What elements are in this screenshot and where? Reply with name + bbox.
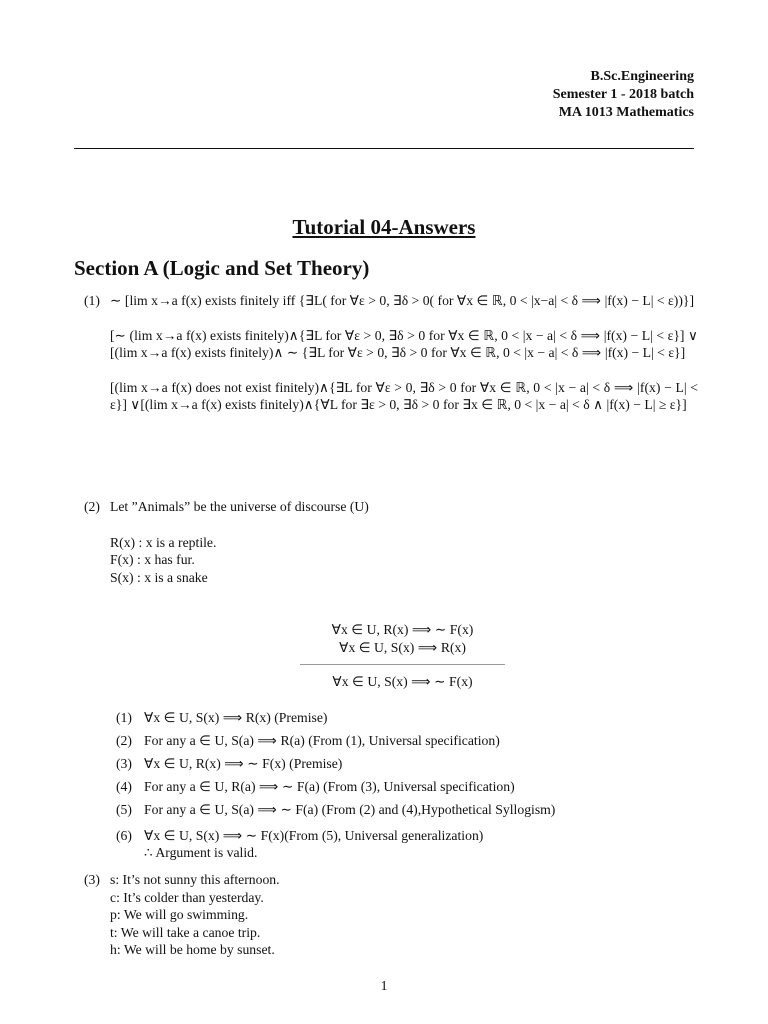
- proposition-definition: t: We will take a canoe trip.: [110, 924, 261, 940]
- question-number: (2): [84, 499, 100, 514]
- q2-intro: Let ”Animals” be the universe of discourse (U): [110, 499, 369, 514]
- question-number: (3): [84, 872, 100, 887]
- question-1: [84, 292, 698, 414]
- question-2: [84, 498, 698, 586]
- predicate-definition: F(x) : x has fur.: [110, 552, 195, 567]
- question-3: [84, 871, 280, 959]
- proof-step: [116, 752, 555, 775]
- step-text: For any a ∈ U, R(a) ⟹ ∼ F(a) (From (3), Universal specification): [144, 779, 515, 794]
- section-heading: Section A (Logic and Set Theory): [74, 256, 370, 280]
- step-text: For any a ∈ U, S(a) ⟹ ∼ F(a) (From (2) and (4),Hypothetical Syllogism): [144, 802, 556, 817]
- premise: ∀x ∈ U, R(x) ⟹ ∼ F(x): [331, 622, 474, 637]
- proof-step: [116, 706, 555, 729]
- q1-negation: [∼ (lim x→a f(x) exists finitely)∧{∃L for ∀ε > 0, ∃δ > 0 for ∀x ∈ ℝ, 0 < |x − a| < δ ⟹ |f(x) − L| < ε}] ∨ [(lim x→a f(x) exists finitely)∧ ∼ {∃L for ∀ε > 0, ∃δ > 0 for ∀x ∈ ℝ, 0 < |x − a| < δ ⟹ |f(x) − L| < ε}]: [110, 327, 698, 360]
- step-number: (2): [116, 733, 132, 748]
- q1-simplified: [(lim x→a f(x) does not exist finitely)∧{∃L for ∀ε > 0, ∃δ > 0 for ∀x ∈ ℝ, 0 < |x − a| < δ ⟹ |f(x) − L| < ε}] ∨[(lim x→a f(x) exists finitely)∧{∀L for ∃ε > 0, ∃δ > 0 for ∃x ∈ ℝ, 0 < |x − a| < δ ∧ |f(x) − L| ≥ ε}]: [110, 379, 698, 412]
- proposition-definition: s: It’s not sunny this afternoon.: [110, 872, 280, 887]
- step-number: (5): [116, 802, 132, 817]
- inference-line: [300, 664, 505, 665]
- proof-step: [116, 729, 555, 752]
- header-divider: [74, 148, 694, 149]
- proof-steps: [116, 706, 555, 861]
- header-semester: Semester 1 - 2018 batch: [552, 87, 694, 102]
- step-text: ∀x ∈ U, R(x) ⟹ ∼ F(x) (Premise): [144, 756, 343, 771]
- proposition-definition: p: We will go swimming.: [110, 907, 249, 922]
- argument-form: [300, 621, 505, 691]
- proposition-definition: c: It’s colder than yesterday.: [110, 889, 264, 905]
- proof-step: [116, 775, 555, 798]
- step-number: (6): [116, 828, 132, 843]
- step-text: ∀x ∈ U, S(x) ⟹ R(x) (Premise): [144, 710, 328, 725]
- question-number: (1): [84, 293, 100, 308]
- predicate-definition: S(x) : x is a snake: [110, 569, 208, 585]
- predicate-definition: R(x) : x is a reptile.: [110, 534, 217, 550]
- premise: ∀x ∈ U, S(x) ⟹ R(x): [339, 639, 466, 655]
- header-degree: B.Sc.Engineering: [590, 69, 694, 84]
- step-number: (1): [116, 710, 132, 725]
- proof-step: [116, 798, 555, 821]
- step-number: (3): [116, 756, 132, 771]
- argument-conclusion: ∀x ∈ U, S(x) ⟹ ∼ F(x): [332, 674, 473, 689]
- validity-conclusion: ∴ Argument is valid.: [144, 845, 258, 860]
- proposition-definition: h: We will be home by sunset.: [110, 942, 275, 957]
- step-text: ∀x ∈ U, S(x) ⟹ ∼ F(x)(From (5), Universal generalization): [144, 828, 484, 843]
- step-number: (4): [116, 779, 132, 794]
- page-number: 1: [380, 978, 388, 993]
- header-course: MA 1013 Mathematics: [558, 105, 694, 120]
- course-header: [553, 68, 694, 122]
- document-title: Tutorial 04-Answers: [292, 215, 476, 239]
- proof-step: [116, 827, 555, 844]
- step-text: For any a ∈ U, S(a) ⟹ R(a) (From (1), Universal specification): [144, 733, 500, 748]
- q1-statement: ∼ [lim x→a f(x) exists finitely iff {∃L( for ∀ε > 0, ∃δ > 0( for ∀x ∈ ℝ, 0 < |x−a| < δ ⟹ |f(x) − L| < ε))}]: [110, 293, 695, 308]
